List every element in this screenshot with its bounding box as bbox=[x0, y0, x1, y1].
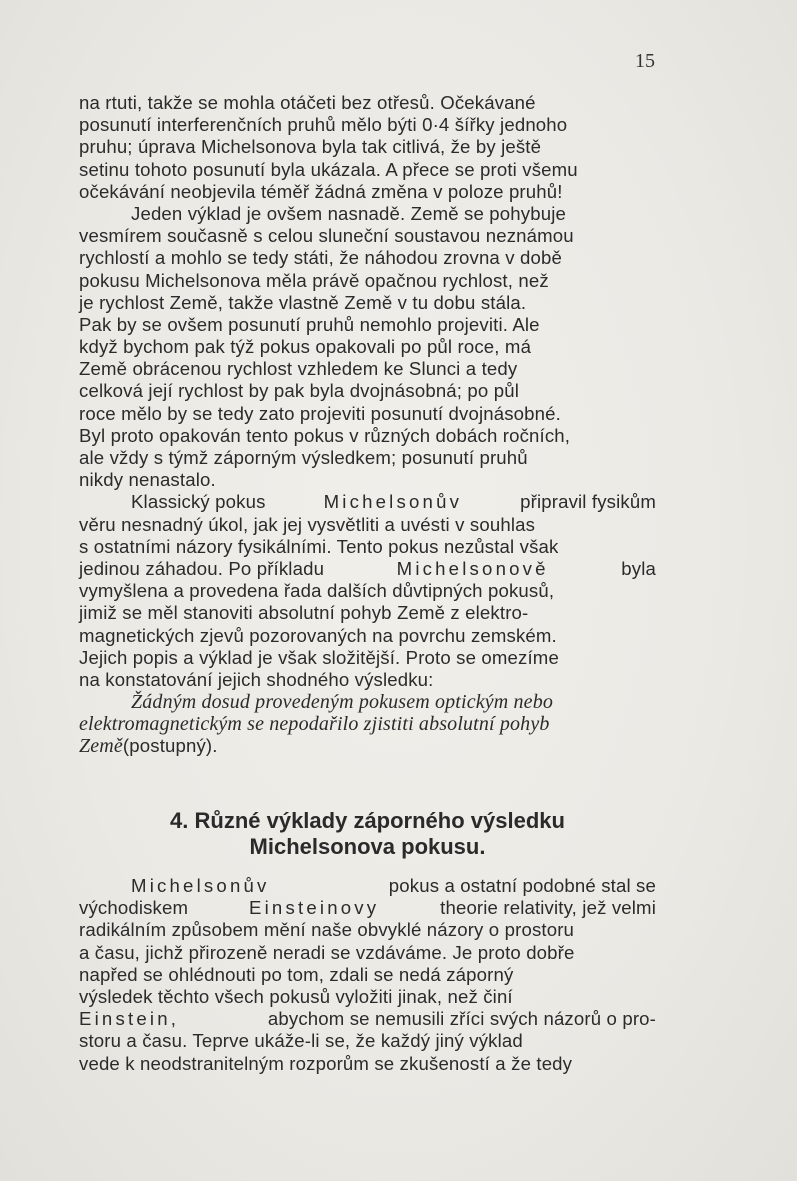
text-line-mixed bbox=[79, 897, 656, 919]
text-line: pruhu; úprava Michelsonova byla tak citlivá, že by ještě bbox=[79, 136, 542, 158]
text-line: roce mělo by se tedy zato projeviti posunutí dvojnásobné. bbox=[79, 402, 561, 424]
text-line: očekávání neobjevila téměř žádná změna v poloze pruhů! bbox=[79, 180, 563, 202]
text-line: ale vždy s týmž záporným výsledkem; posunutí pruhů bbox=[79, 447, 528, 468]
text-run: východiskem bbox=[79, 897, 189, 919]
text-line: setinu tohoto posunutí byla ukázala. A přece se proti všemu bbox=[79, 158, 578, 180]
text-run: Klassický pokus bbox=[131, 491, 266, 513]
text-line: pokusu Michelsonova měla právě opačnou rychlost, než bbox=[79, 269, 549, 291]
italic-statement-line: Žádným dosud provedeným pokusem optickým nebo bbox=[131, 691, 554, 714]
emphasized-name: Michelsonově bbox=[396, 557, 549, 579]
text-line: a času, jichž přirozeně neradi se vzdáváme. Je proto dobře bbox=[79, 941, 575, 963]
text-line: vymyšlena a provedena řada dalších důvtipných pokusů, bbox=[79, 580, 555, 602]
text-line: Jejich popis a výklad je však složitější. Proto se omezíme bbox=[79, 646, 559, 668]
paragraph-1 bbox=[79, 92, 656, 758]
text-line: na konstatování jejich shodného výsledku: bbox=[79, 668, 434, 690]
text-line: radikálním způsobem mění naše obvyklé názory o prostoru bbox=[79, 919, 575, 941]
text-line: celková její rychlost by pak byla dvojnásobná; po půl bbox=[79, 380, 519, 402]
text-line-mixed bbox=[79, 558, 656, 580]
page-number: 15 bbox=[635, 50, 655, 72]
text-line: je rychlost Země, takže vlastně Země v tu dobu stála. bbox=[79, 291, 527, 313]
text-line-mixed bbox=[79, 491, 656, 513]
italic-statement-line bbox=[79, 735, 656, 757]
text-line: vesmírem současně s celou sluneční soustavou neznámou bbox=[79, 225, 574, 247]
text-line-mixed bbox=[79, 875, 656, 897]
text-run: (postupný). bbox=[122, 735, 218, 757]
emphasized-name: Michelsonův bbox=[131, 875, 270, 896]
text-line: rychlostí a mohlo se tedy státi, že náhodou zrovna v době bbox=[79, 247, 562, 269]
emphasized-name: Einstein, bbox=[79, 1008, 180, 1030]
text-run: připravil fysikům bbox=[520, 491, 656, 513]
text-line: s ostatními názory fysikálními. Tento pokus nezůstal však bbox=[79, 535, 559, 557]
text-line: na rtuti, takže se mohla otáčeti bez otřesů. Očekávané bbox=[79, 92, 536, 113]
text-line: věru nesnadný úkol, jak jej vysvětliti a uvésti v souhlas bbox=[79, 513, 536, 535]
emphasized-name: Michelsonův bbox=[323, 491, 463, 513]
text-line: Země obrácenou rychlost vzhledem ke Slunci a tedy bbox=[79, 358, 518, 380]
text-line: vede k neodstranitelným rozporům se zkušeností a že tedy bbox=[79, 1052, 573, 1074]
text-line: storu a času. Teprve ukáže-li se, že každý jiný výklad bbox=[79, 1030, 523, 1052]
text-line: Jeden výklad je ovšem nasnadě. Země se pohybuje bbox=[131, 202, 566, 224]
text-line: napřed se ohlédnouti po tom, zdali se nedá záporný bbox=[79, 963, 514, 985]
text-run: theorie relativity, jež velmi bbox=[440, 897, 656, 919]
paragraph-3 bbox=[79, 875, 656, 1075]
text-run: abychom se nemusili zříci svých názorů o pro- bbox=[267, 1008, 656, 1030]
italic-word: Země bbox=[79, 735, 123, 758]
text-line: posunutí interferenčních pruhů mělo býti 0·4 šířky jednoho bbox=[79, 114, 568, 136]
text-line: když bychom pak týž pokus opakovali po půl roce, má bbox=[79, 336, 532, 358]
text-run: byla bbox=[621, 557, 656, 579]
text-run: pokus a ostatní podobné stal se bbox=[388, 875, 656, 896]
text-line: nikdy nenastalo. bbox=[79, 469, 216, 491]
text-line: Byl proto opakován tento pokus v různých dobách ročních, bbox=[79, 424, 571, 446]
section-heading-line: 4. Různé výklady záporného výsledku bbox=[170, 808, 565, 833]
italic-statement-line: elektromagnetickým se nepodařilo zjistiti absolutní pohyb bbox=[79, 713, 550, 736]
section-heading-line: Michelsonova pokusu. bbox=[249, 834, 486, 859]
text-line-mixed bbox=[79, 1008, 656, 1030]
text-line: magnetických zjevů pozorovaných na povrchu zemském. bbox=[79, 624, 557, 646]
section-heading bbox=[79, 808, 656, 860]
text-run: jedinou záhadou. Po příkladu bbox=[79, 557, 325, 579]
text-line: výsledek těchto všech pokusů vyložiti jinak, než činí bbox=[79, 985, 513, 1007]
text-line: jimiž se měl stanoviti absolutní pohyb Země z elektro- bbox=[79, 602, 529, 624]
text-line: Pak by se ovšem posunutí pruhů nemohlo projeviti. Ale bbox=[79, 313, 540, 335]
emphasized-name: Einsteinovy bbox=[248, 897, 380, 919]
